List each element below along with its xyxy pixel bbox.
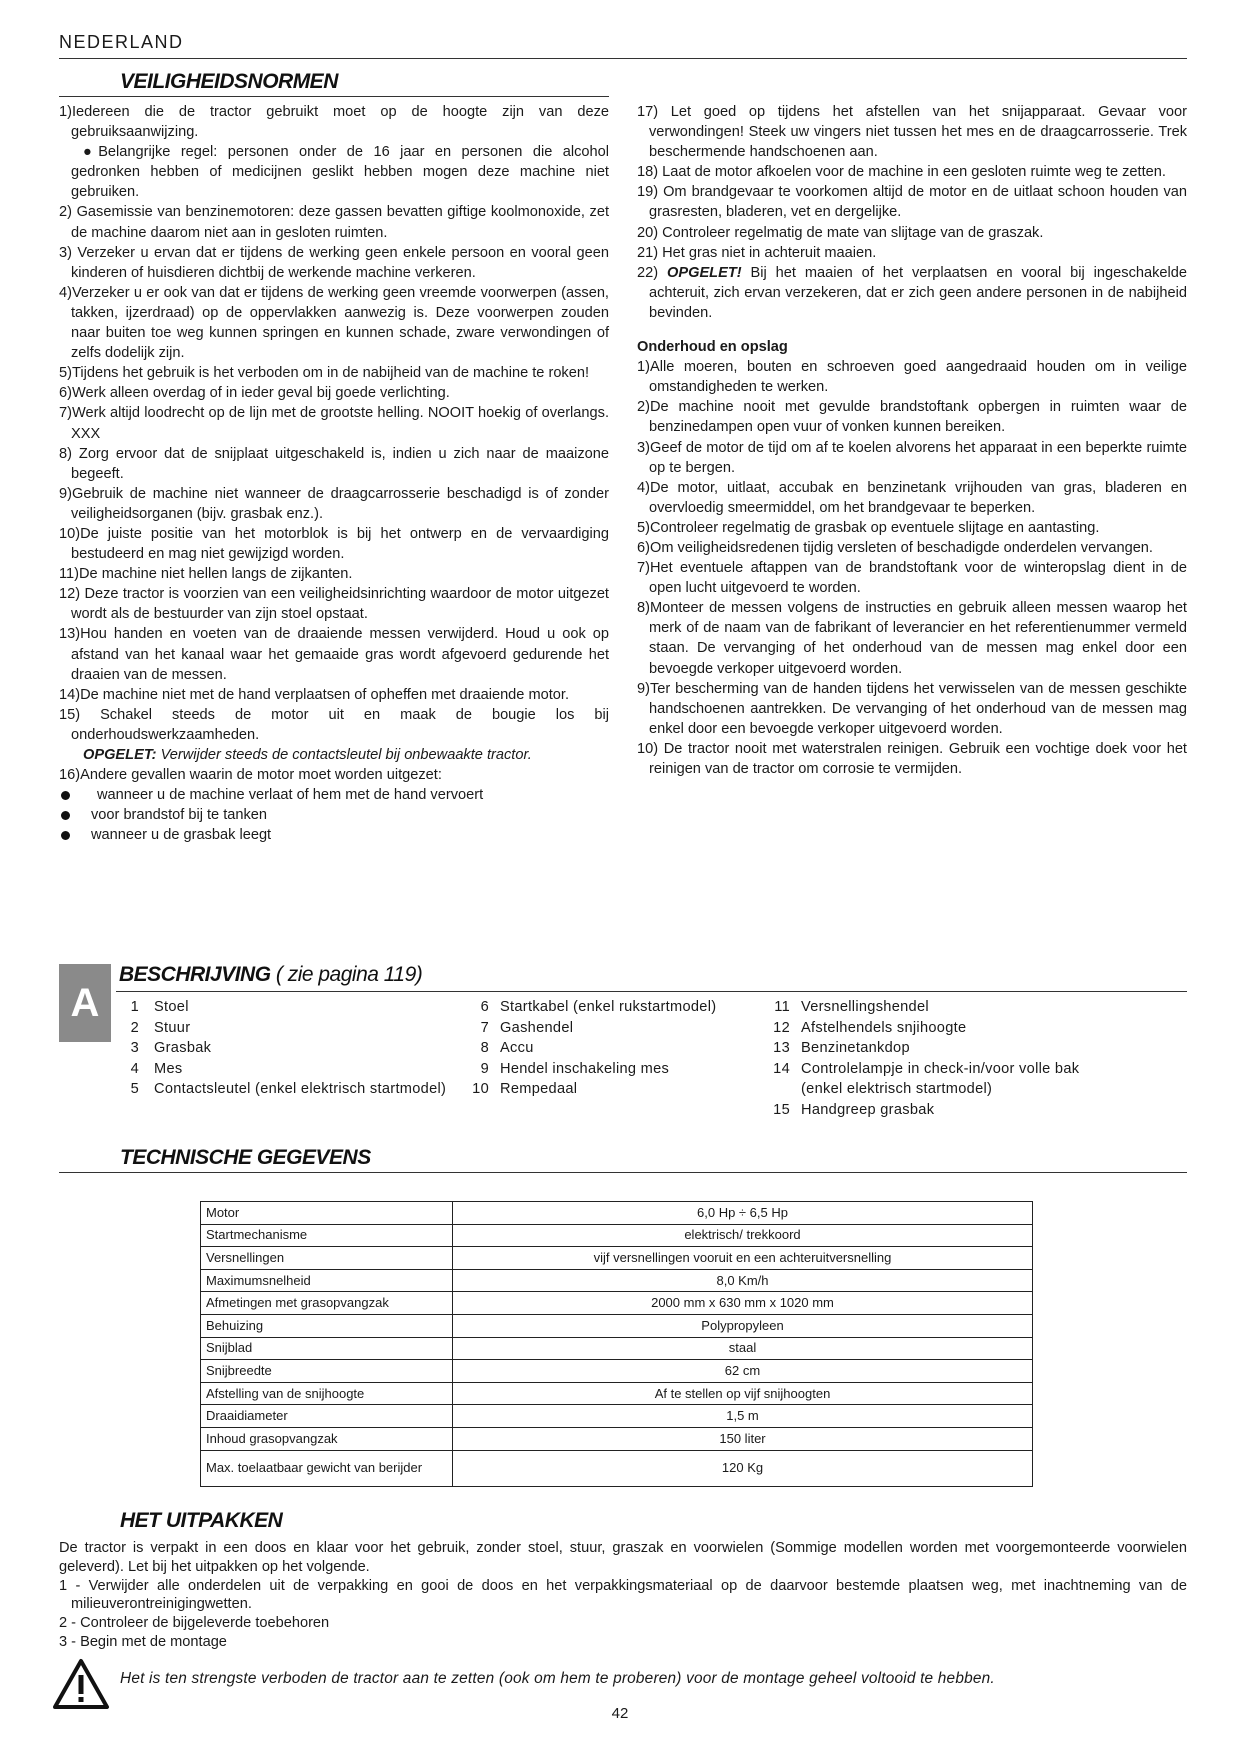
part-label: Mes bbox=[154, 1060, 183, 1077]
list-item: wanneer u de machine verlaat of hem met de hand vervoert bbox=[59, 785, 609, 805]
list-item bbox=[459, 997, 716, 1018]
list-item: voor brandstof bij te tanken bbox=[59, 805, 609, 825]
table-row bbox=[201, 1269, 1033, 1292]
spec-value: 150 liter bbox=[453, 1427, 1033, 1450]
warning-triangle-icon bbox=[52, 1658, 110, 1710]
part-number: 14 bbox=[773, 1060, 790, 1077]
safety-item-7: 7)Werk altijd loodrecht op de lijn met de grootste helling. NOOIT hoekig of overlangs. XXX bbox=[59, 405, 609, 442]
unpacking-step-1: 1 - Verwijder alle onderdelen uit de verpakking en gooi de doos en het verpakkingsmateriaal op de daarvoor bestemde plaatsen weg, met inachtneming van de milieuverontreinigingwetten. bbox=[59, 1577, 1187, 1613]
safety-item-15-warning bbox=[59, 745, 609, 765]
description-title-main: BESCHRIJVING bbox=[119, 963, 271, 986]
item-22-text: Bij het maaien of het verplaatsen en vooral bij ingeschakelde achteruit, zich ervan verzekeren, dat er zich geen andere personen in de nabijheid bevinden. bbox=[649, 264, 1187, 321]
maintenance-item-6: 6)Om veiligheidsredenen tijdig versleten of beschadigde onderdelen vervangen. bbox=[637, 539, 1153, 556]
country-label: NEDERLAND bbox=[59, 32, 184, 52]
safety-item-21: 21) Het gras niet in achteruit maaien. bbox=[637, 244, 877, 261]
part-number: 12 bbox=[773, 1019, 790, 1036]
spec-value: 6,0 Hp ÷ 6,5 Hp bbox=[453, 1202, 1033, 1225]
safety-item-12: 12) Deze tractor is voorzien van een veiligheidsinrichting waardoor de motor uitgezet wordt als de bestuurder van zijn stoel opstaat. bbox=[59, 586, 609, 623]
part-number: 7 bbox=[480, 1019, 489, 1036]
spec-value: Af te stellen op vijf snijhoogten bbox=[453, 1382, 1033, 1405]
safety-right-column bbox=[637, 102, 1187, 779]
part-number: 3 bbox=[130, 1040, 139, 1057]
part-number: 13 bbox=[773, 1040, 790, 1057]
safety-item-3: 3) Verzeker u ervan dat er tijdens de werking geen enkele persoon en vooral geen kinderen of huisdieren dichtbij de werkende machine verkeren. bbox=[59, 244, 609, 281]
list-item bbox=[760, 1059, 1079, 1080]
table-row bbox=[201, 1337, 1033, 1360]
safety-item-14: 14)De machine niet met de hand verplaatsen of opheffen met draaiende motor. bbox=[59, 686, 570, 703]
maintenance-item-2: 2)De machine nooit met gevulde brandstoftank opbergen in ruimten waar de benzinedampen open vuur of vonken kunnen bereiken. bbox=[637, 399, 1187, 436]
description-title-ref: ( zie pagina 119) bbox=[270, 963, 423, 986]
safety-item-5: 5)Tijdens het gebruik is het verboden om in de nabijheid van de machine te roken! bbox=[59, 365, 590, 382]
safety-item-8: 8) Zorg ervoor dat de snijplaat uitgeschakeld is, indien u zich naar de maaizone begeeft. bbox=[59, 445, 609, 482]
safety-title: VEILIGHEIDSNORMEN bbox=[120, 70, 338, 93]
maintenance-item-9: 9)Ter bescherming van de handen tijdens het verwisselen van de messen geschikte handschoenen aantrekken. De vervanging of het onderhoud van de messen mag enkel door een bevoegde verkoper uitgevoerd worden. bbox=[637, 680, 1187, 737]
list-item bbox=[459, 1038, 716, 1059]
table-row bbox=[201, 1292, 1033, 1315]
spec-value: 62 cm bbox=[453, 1360, 1033, 1383]
part-number: 4 bbox=[130, 1060, 139, 1077]
safety-item-1: 1)Iedereen die de tractor gebruikt moet op de hoogte zijn van deze gebruiksaanwijzing. bbox=[59, 104, 609, 141]
spec-label: Draaidiameter bbox=[201, 1405, 453, 1428]
part-label: Gashendel bbox=[500, 1019, 574, 1036]
part-label: Handgreep grasbak bbox=[801, 1101, 935, 1118]
maintenance-item-4: 4)De motor, uitlaat, accubak en benzinetank vrijhouden van gras, bladeren en overvloedig smeermiddel, om het brandgevaar te beperken. bbox=[637, 479, 1187, 516]
safety-item-11: 11)De machine niet hellen langs de zijkanten. bbox=[59, 566, 353, 583]
unpacking-body bbox=[59, 1539, 1187, 1652]
safety-item-6: 6)Werk alleen overdag of in ieder geval bij goede verlichting. bbox=[59, 385, 450, 402]
technical-rule bbox=[59, 1172, 1187, 1173]
maintenance-item-5: 5)Controleer regelmatig de grasbak op eventuele slijtage en aantasting. bbox=[637, 519, 1100, 536]
part-number: 5 bbox=[130, 1081, 139, 1098]
unpacking-intro: De tractor is verpakt in een doos en klaar voor het gebruik, zonder stoel, stuur, graszak en voorwielen (Sommige modellen worden met voorgemonteerde voorwielen geleverd). Let bij het uitpakken op het volgende. bbox=[59, 1540, 1187, 1575]
list-item bbox=[113, 1038, 446, 1059]
part-label: Rempedaal bbox=[500, 1081, 578, 1098]
spec-label: Max. toelaatbaar gewicht van berijder bbox=[201, 1450, 453, 1486]
safety-item-16: 16)Andere gevallen waarin de motor moet worden uitgezet: bbox=[59, 767, 442, 784]
maintenance-item-1: 1)Alle moeren, bouten en schroeven goed aangedraaid houden om in veilige omstandigheden te werken. bbox=[637, 359, 1187, 396]
spec-value: elektrisch/ trekkoord bbox=[453, 1224, 1033, 1247]
part-number: 2 bbox=[130, 1019, 139, 1036]
list-item bbox=[459, 1079, 716, 1100]
part-label: Versnellingshendel bbox=[801, 999, 929, 1015]
spec-value: 2000 mm x 630 mm x 1020 mm bbox=[453, 1292, 1033, 1315]
safety-item-22 bbox=[637, 263, 1187, 323]
table-row bbox=[201, 1202, 1033, 1225]
spec-label: Behuizing bbox=[201, 1314, 453, 1337]
part-number: 11 bbox=[774, 999, 790, 1015]
safety-left-column bbox=[59, 102, 609, 845]
unpacking-step-2: 2 - Controleer de bijgeleverde toebehoren bbox=[59, 1615, 330, 1632]
list-item bbox=[113, 1018, 446, 1039]
warning-label: OPGELET! bbox=[667, 264, 742, 281]
safety-item-10: 10)De juiste positie van het motorblok is bij het ontwerp en de vervaardiging bestudeerd en mag niet gewijzigd worden. bbox=[59, 525, 609, 563]
page-number: 42 bbox=[611, 1705, 629, 1722]
list-item: wanneer u de grasbak leegt bbox=[59, 825, 609, 845]
technical-title: TECHNISCHE GEGEVENS bbox=[120, 1146, 371, 1169]
part-number bbox=[760, 1079, 790, 1100]
table-row bbox=[201, 1314, 1033, 1337]
spec-value: 8,0 Km/h bbox=[453, 1269, 1033, 1292]
spec-value: 120 Kg bbox=[453, 1450, 1033, 1486]
spec-label: Motor bbox=[201, 1202, 453, 1225]
list-item bbox=[113, 1059, 446, 1080]
header-rule bbox=[59, 58, 1187, 59]
spec-label: Snijbreedte bbox=[201, 1360, 453, 1383]
part-label: Benzinetankdop bbox=[801, 1040, 910, 1057]
table-row bbox=[201, 1247, 1033, 1270]
safety-item-19: 19) Om brandgevaar te voorkomen altijd de motor en de uitlaat schoon houden van grasresten, bladeren, vet en dergelijke. bbox=[637, 184, 1187, 221]
list-item bbox=[760, 1018, 1079, 1039]
safety-item-4: 4)Verzeker u er ook van dat er tijdens de werking geen vreemde voorwerpen (assen, takken, ijzerdraad) op de oppervlakken aanwezig is. Deze voorwerpen zouden naar buiten toe weg kunnen springen en kunnen schade, zware verwondingen of zelfs dodelijk zijn. bbox=[59, 284, 609, 362]
part-label: Stuur bbox=[154, 1019, 191, 1036]
table-row bbox=[201, 1405, 1033, 1428]
safety-item-20: 20) Controleer regelmatig de mate van slijtage van de graszak. bbox=[637, 224, 1044, 241]
safety-item-1-rule: ●Belangrijke regel: personen onder de 16 jaar en personen die alcohol gedronken hebben of medicijnen geslikt hebben mogen deze machine niet gebruiken. bbox=[71, 144, 609, 201]
table-row bbox=[201, 1224, 1033, 1247]
spec-label: Afstelling van de snijhoogte bbox=[201, 1382, 453, 1405]
table-row bbox=[201, 1360, 1033, 1383]
part-number: 10 bbox=[472, 1081, 489, 1098]
maintenance-subtitle: Onderhoud en opslag bbox=[637, 339, 788, 356]
part-label: Contactsleutel (enkel elektrisch startmodel) bbox=[154, 1081, 447, 1098]
spec-value: 1,5 m bbox=[453, 1405, 1033, 1428]
list-item bbox=[459, 1018, 716, 1039]
part-label: Startkabel (enkel rukstartmodel) bbox=[500, 999, 717, 1015]
safety-item-2: 2) Gasemissie van benzinemotoren: deze gassen bevatten giftige koolmonoxide, zet de machine daarom niet aan in gesloten ruimten. bbox=[59, 204, 609, 241]
technical-table bbox=[200, 1201, 1033, 1487]
part-label: Afstelhendels snjihoogte bbox=[801, 1019, 967, 1036]
part-number: 15 bbox=[773, 1101, 790, 1118]
safety-item-9: 9)Gebruik de machine niet wanneer de draagcarrosserie beschadigd is of zonder veiligheidsorganen (bijv. grasbak enz.). bbox=[59, 485, 609, 522]
section-a-badge: A bbox=[59, 964, 111, 1042]
safety-item-13: 13)Hou handen en voeten van de draaiende messen verwijderd. Houd u ook op afstand van het kanaal waar het gemaaide gras wordt afgevoerd gedurende het draaien van de messen. bbox=[59, 626, 609, 683]
table-row bbox=[201, 1450, 1033, 1486]
table-row bbox=[201, 1427, 1033, 1450]
maintenance-item-7: 7)Het eventuele aftappen van de brandstoftank voor de winteropslag dient in de open lucht uitgevoerd te worden. bbox=[637, 560, 1187, 597]
list-item bbox=[760, 1079, 1079, 1100]
list-item bbox=[760, 1100, 1079, 1121]
unpacking-title: HET UITPAKKEN bbox=[120, 1509, 283, 1532]
part-label: Controlelampje in check-in/voor volle bak bbox=[801, 1060, 1080, 1077]
part-number: 8 bbox=[480, 1040, 489, 1057]
spec-label: Startmechanisme bbox=[201, 1224, 453, 1247]
description-rule bbox=[116, 991, 1187, 992]
description-title bbox=[119, 963, 422, 987]
safety-rule bbox=[59, 96, 609, 97]
part-number: 1 bbox=[130, 999, 139, 1015]
part-number: 9 bbox=[480, 1060, 489, 1077]
spec-label: Afmetingen met grasopvangzak bbox=[201, 1292, 453, 1315]
spec-label: Maximumsnelheid bbox=[201, 1269, 453, 1292]
warning-label: OPGELET: bbox=[83, 747, 157, 763]
list-item bbox=[760, 1038, 1079, 1059]
item-22-number: 22) bbox=[637, 264, 668, 281]
unpacking-step-3: 3 - Begin met de montage bbox=[59, 1633, 227, 1650]
warning-text: Verwijder steeds de contactsleutel bij onbewaakte tractor. bbox=[156, 747, 532, 763]
part-number: 6 bbox=[480, 999, 489, 1015]
spec-label: Inhoud grasopvangzak bbox=[201, 1427, 453, 1450]
safety-item-18: 18) Laat de motor afkoelen voor de machine in een gesloten ruimte weg te zetten. bbox=[637, 164, 1166, 181]
list-item bbox=[760, 997, 1079, 1018]
spec-value: Polypropyleen bbox=[453, 1314, 1033, 1337]
part-label: Accu bbox=[500, 1040, 534, 1057]
safety-item-15: 15) Schakel steeds de motor uit en maak de bougie los bij onderhoudswerkzaamheden. bbox=[59, 706, 609, 743]
maintenance-item-8: 8)Monteer de messen volgens de instructies en gebruik alleen messen waarop het merk of de naam van de fabrikant of leverancier en het referentienummer vermeld staan. De vervanging of het onderhoud van de messen mag enkel door een bevoegde verkoper uitgevoerd worden. bbox=[637, 600, 1187, 677]
part-label: Hendel inschakeling mes bbox=[500, 1060, 670, 1077]
spec-label: Versnellingen bbox=[201, 1247, 453, 1270]
list-item bbox=[113, 997, 446, 1018]
maintenance-item-3: 3)Geef de motor de tijd om af te koelen alvorens het apparaat in een beperkte ruimte op te bergen. bbox=[637, 439, 1187, 476]
spec-label: Snijblad bbox=[201, 1337, 453, 1360]
safety-item-16-list bbox=[59, 785, 609, 845]
spec-value: staal bbox=[453, 1337, 1033, 1360]
spec-value: vijf versnellingen vooruit en een achteruitversnelling bbox=[453, 1247, 1033, 1270]
parts-list-col2 bbox=[459, 997, 716, 1100]
warning-text: Het is ten strengste verboden de tractor aan te zetten (ook om hem te proberen) voor de montage geheel voltooid te hebben. bbox=[120, 1670, 995, 1687]
maintenance-item-10: 10) De tractor nooit met waterstralen reinigen. Gebruik een vochtige doek voor het reinigen van de tractor om corrosie te vermijden. bbox=[637, 740, 1187, 777]
table-row bbox=[201, 1382, 1033, 1405]
list-item bbox=[113, 1079, 446, 1100]
list-item bbox=[459, 1059, 716, 1080]
part-label: Grasbak bbox=[154, 1040, 212, 1057]
parts-list-col1 bbox=[113, 997, 446, 1100]
safety-item-17: 17) Let goed op tijdens het afstellen van het snijapparaat. Gevaar voor verwondingen! Steek uw vingers niet tussen het mes en de draagcarrosserie. Trek beschermende handschoenen aan. bbox=[637, 104, 1187, 161]
part-label: Stoel bbox=[154, 999, 189, 1015]
part-label: (enkel elektrisch startmodel) bbox=[801, 1081, 993, 1098]
parts-list-col3 bbox=[760, 997, 1079, 1121]
